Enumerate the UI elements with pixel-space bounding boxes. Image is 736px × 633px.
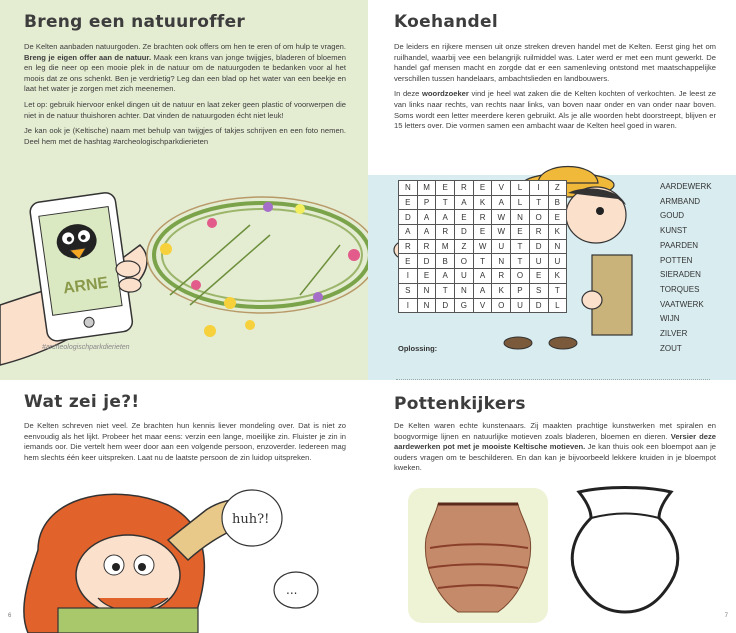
grid-row — [399, 181, 567, 196]
grid-cell[interactable]: V — [492, 181, 511, 196]
grid-cell[interactable]: A — [399, 225, 418, 240]
grid-cell[interactable]: B — [548, 195, 567, 210]
grid-cell[interactable]: D — [529, 239, 548, 254]
grid-cell[interactable]: Z — [455, 239, 474, 254]
word-list-item: PAARDEN — [660, 240, 699, 250]
hashtag-text: #archeologischparkdierieten — [42, 344, 130, 351]
grid-cell[interactable]: E — [473, 181, 492, 196]
blank-pot-outline — [555, 482, 695, 622]
pottenkijkers-heading: Pottenkijkers — [394, 394, 526, 414]
grid-cell[interactable]: U — [455, 269, 474, 284]
wat-zei-je-heading: Wat zei je?! — [24, 392, 140, 412]
grid-cell[interactable]: N — [511, 210, 530, 225]
grid-cell[interactable]: A — [436, 269, 455, 284]
page-number-right: 7 — [724, 613, 728, 619]
grid-cell[interactable]: N — [417, 298, 436, 313]
grid-cell[interactable]: W — [492, 210, 511, 225]
grid-row — [399, 195, 567, 210]
grid-cell[interactable]: R — [492, 269, 511, 284]
word-list-item: TORQUES — [660, 284, 700, 294]
grid-cell[interactable]: N — [548, 239, 567, 254]
word-list-item: KUNST — [660, 226, 688, 236]
grid-cell[interactable]: R — [399, 239, 418, 254]
wreath-icon — [147, 197, 368, 337]
grid-cell[interactable]: E — [529, 269, 548, 284]
grid-cell[interactable]: E — [511, 225, 530, 240]
grid-cell[interactable]: T — [436, 283, 455, 298]
grid-cell[interactable]: K — [548, 225, 567, 240]
grid-cell[interactable]: I — [399, 269, 418, 284]
grid-cell[interactable]: D — [436, 298, 455, 313]
grid-cell[interactable]: T — [436, 195, 455, 210]
grid-cell[interactable]: E — [399, 254, 418, 269]
natuuroffer-paragraph-1: De Kelten aanbaden natuurgoden. Ze brachten ook offers om hen te eren of om hulp te vragen. Breng je eigen offer aan de natuur. Maak een krans van jonge twijgjes, bladeren of bloemen en leg die neer op een mooie plek in de natuur om de natuurgoden te bedanken voor al het moois dat ze ons schenkt. Ben je verdrietig? Leg dan een blad op het water van een beekje en laat het water je zorgen met zich meenemen. — [24, 42, 346, 94]
solution-label: Oplossing: — [398, 344, 438, 353]
grid-cell[interactable]: O — [455, 254, 474, 269]
grid-cell[interactable]: W — [473, 239, 492, 254]
grid-cell[interactable]: E — [436, 181, 455, 196]
grid-cell[interactable]: A — [492, 195, 511, 210]
koehandel-text — [394, 42, 716, 137]
grid-cell[interactable]: I — [399, 298, 418, 313]
grid-cell[interactable]: D — [529, 298, 548, 313]
grid-cell[interactable]: A — [455, 195, 474, 210]
grid-cell[interactable]: A — [436, 210, 455, 225]
section-divider — [396, 379, 710, 380]
grid-cell[interactable]: P — [511, 283, 530, 298]
grid-row — [399, 298, 567, 313]
grid-cell[interactable]: U — [529, 254, 548, 269]
grid-cell[interactable]: R — [455, 181, 474, 196]
grid-cell[interactable]: E — [473, 225, 492, 240]
word-search-grid — [398, 180, 567, 313]
grid-cell[interactable]: D — [417, 254, 436, 269]
grid-cell[interactable]: L — [548, 298, 567, 313]
grid-cell[interactable]: G — [455, 298, 474, 313]
grid-cell[interactable]: B — [436, 254, 455, 269]
grid-cell[interactable]: L — [511, 181, 530, 196]
grid-cell[interactable]: K — [492, 283, 511, 298]
grid-cell[interactable]: W — [492, 225, 511, 240]
phone-name-text: ARNE — [62, 274, 110, 298]
decorated-pot-photo — [408, 488, 548, 623]
grid-cell[interactable]: U — [548, 254, 567, 269]
word-list-item: ARMBAND — [660, 196, 701, 206]
grid-cell[interactable]: E — [417, 269, 436, 284]
word-list-item: ZOUT — [660, 343, 682, 353]
grid-row — [399, 254, 567, 269]
word-list-item: AARDEWERK — [660, 182, 712, 191]
grid-cell[interactable]: V — [473, 298, 492, 313]
grid-cell[interactable]: I — [529, 181, 548, 196]
grid-cell[interactable]: U — [492, 239, 511, 254]
koehandel-paragraph-1: De leiders en rijkere mensen uit onze streken dreven handel met de Kelten. Eerst ging het om ruilhandel, waarbij vee een belangrijk ruilmiddel was. Later werd er met een munt gewerkt. De handel gaf mensen macht en zorgde dat er een samenleving ontstond met maatschappelijke verschillen tussen handelaars, ambachtslieden en landbouwers. — [394, 42, 716, 83]
grid-cell[interactable]: N — [455, 283, 474, 298]
grid-cell[interactable]: E — [455, 210, 474, 225]
grid-cell[interactable]: T — [511, 239, 530, 254]
grid-row — [399, 283, 567, 298]
word-list-item: VAATWERK — [660, 299, 704, 309]
grid-cell[interactable]: A — [417, 225, 436, 240]
grid-cell[interactable]: U — [511, 298, 530, 313]
grid-cell[interactable]: D — [399, 210, 418, 225]
grid-row — [399, 239, 567, 254]
wat-zei-je-text: De Kelten schreven niet veel. Ze brachten hun kennis liever mondeling over. Dat is niet zo eenvoudig als het lijkt. Probeer het maar eens: verzin een lange, moeilijke zin. Fluister je zin in iemands oor. Die vertelt hem weer door aan een volgende persoon, enzoverder. Iedereen mag hem slechts één keer uitspreken. Laat nu de laatste persoon de zin luidop uitspreken. — [24, 421, 346, 462]
grid-cell[interactable]: T — [529, 195, 548, 210]
grid-cell[interactable]: M — [436, 239, 455, 254]
natuuroffer-paragraph-2: Let op: gebruik hiervoor enkel dingen uit de natuur en laat zeker geen plastic of voorwerpen die niet in de natuur thuishoren achter. Dat vinden de natuurgoden écht niet leuk! — [24, 99, 346, 120]
grid-cell[interactable]: Z — [548, 181, 567, 196]
pottenkijkers-text: De Kelten waren echte kunstenaars. Zij maakten prachtige kunstwerken met spiralen en boogvormige lijnen en natuurlijke motieven zoals bladeren, bloemen en dieren. Versier deze aardewerken pot met je mooiste Keltische motieven. Je kan thuis ook een bloempot aan je ouders vragen om te beschilderen. En dan kan je bijvoorbeeld lekkere kruiden in je bloempot kweken. — [394, 421, 717, 473]
grid-cell[interactable]: A — [417, 210, 436, 225]
grid-cell[interactable]: E — [399, 195, 418, 210]
word-list-item: SIERADEN — [660, 270, 701, 280]
natuuroffer-text — [24, 42, 346, 152]
word-list-item: WIJN — [660, 314, 680, 324]
koehandel-heading: Koehandel — [394, 12, 498, 32]
grid-cell[interactable]: K — [548, 269, 567, 284]
grid-cell[interactable]: O — [511, 269, 530, 284]
word-list-item: ZILVER — [660, 329, 688, 339]
grid-cell[interactable]: S — [399, 283, 418, 298]
grid-cell[interactable]: N — [417, 283, 436, 298]
grid-row — [399, 210, 567, 225]
grid-row — [399, 225, 567, 240]
word-list — [660, 180, 712, 356]
grid-cell[interactable]: O — [492, 298, 511, 313]
grid-cell[interactable]: T — [473, 254, 492, 269]
natuuroffer-heading: Breng een natuuroffer — [24, 12, 246, 32]
grid-cell[interactable]: N — [492, 254, 511, 269]
grid-cell[interactable]: M — [417, 181, 436, 196]
speech-bubble-1-text: huh?! — [232, 512, 270, 527]
grid-cell[interactable]: R — [417, 239, 436, 254]
page-number-left: 6 — [8, 613, 12, 619]
speech-bubble-2-text: ... — [286, 583, 298, 597]
grid-cell[interactable]: R — [436, 225, 455, 240]
grid-cell[interactable]: N — [399, 181, 418, 196]
grid-cell[interactable]: L — [511, 195, 530, 210]
grid-cell[interactable]: T — [548, 283, 567, 298]
grid-cell[interactable]: E — [548, 210, 567, 225]
grid-cell[interactable]: D — [455, 225, 474, 240]
grid-cell[interactable]: K — [473, 195, 492, 210]
grid-cell[interactable]: A — [473, 269, 492, 284]
grid-cell[interactable]: P — [417, 195, 436, 210]
word-list-item: POTTEN — [660, 255, 693, 265]
grid-cell[interactable]: R — [473, 210, 492, 225]
word-list-item: GOUD — [660, 211, 684, 221]
koehandel-paragraph-2: In deze woordzoeker vind je heel wat zaken die de Kelten kochten of verkochten. Je leest ze van links naar rechts, van rechts naar links, van boven naar onder en van onder naar boven. Soms wordt een letter meerdere keren gebruikt. Als je alle woorden hebt doorstreept, blijven er 15 letters over. Die vormen samen een ambacht waar de Kelten heel goed in waren. — [394, 89, 716, 131]
boy-with-horn-illustration — [18, 480, 368, 633]
grid-cell[interactable]: R — [529, 225, 548, 240]
grid-row — [399, 269, 567, 284]
grid-cell[interactable]: T — [511, 254, 530, 269]
grid-cell[interactable]: S — [529, 283, 548, 298]
natuuroffer-paragraph-3: Je kan ook je (Keltische) naam met behulp van twijgjes of takjes schrijven en een foto nemen. Deel hem met de hashtag #archeologischparkdierieten — [24, 126, 346, 146]
grid-cell[interactable]: O — [529, 210, 548, 225]
grid-cell[interactable]: A — [473, 283, 492, 298]
